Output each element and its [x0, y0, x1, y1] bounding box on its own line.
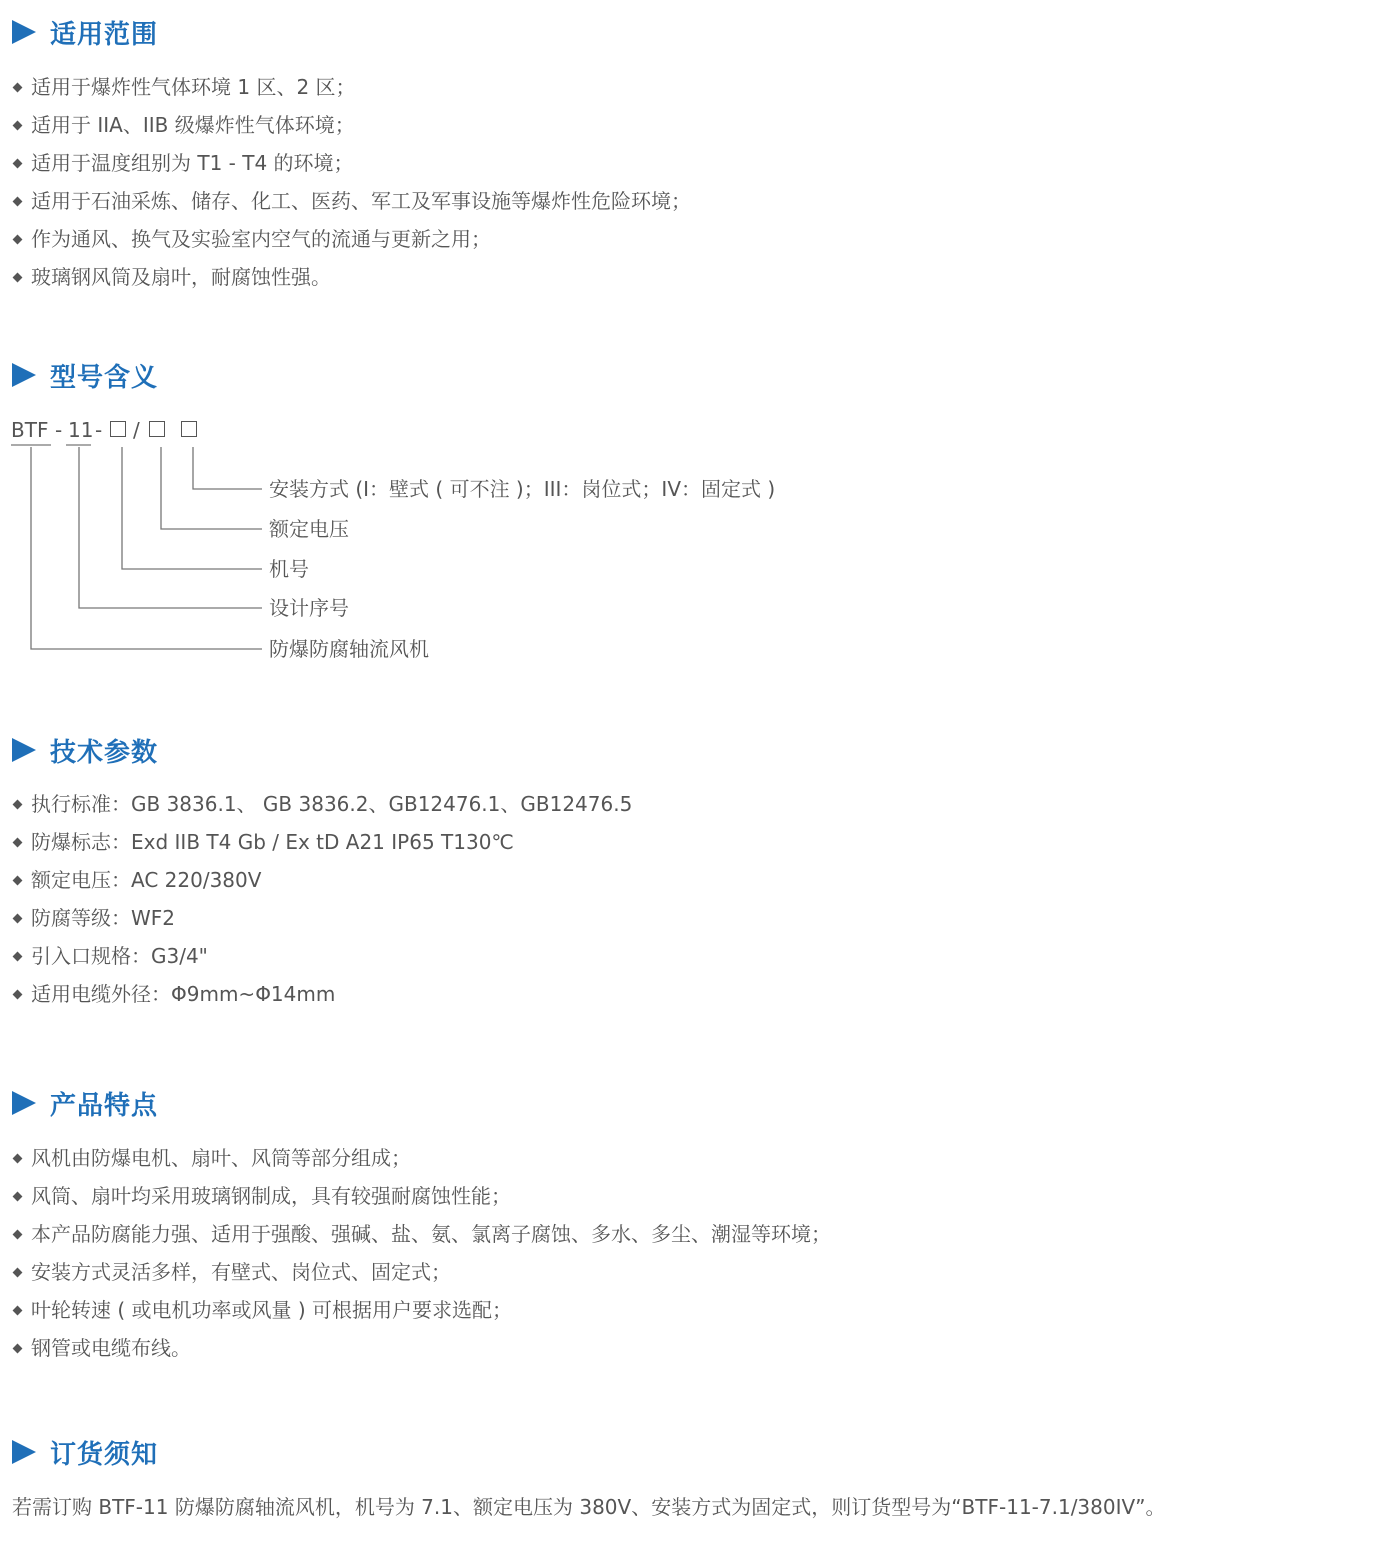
list-item	[12, 1177, 831, 1215]
list-item	[12, 975, 632, 1013]
list-item	[12, 937, 632, 975]
diamond-bullet-icon	[13, 989, 23, 999]
list-item-text: 引入口规格：G3/4"	[31, 944, 208, 968]
list-item-text: 额定电压：AC 220/380V	[31, 868, 262, 892]
diamond-bullet-icon	[13, 913, 23, 923]
list-item-text: 适用于石油采炼、储存、化工、医药、军工及军事设施等爆炸性危险环境；	[31, 189, 691, 213]
list-item-text: 作为通风、换气及实验室内空气的流通与更新之用；	[31, 227, 491, 251]
list-item-text: 适用于爆炸性气体环境 1 区、2 区；	[31, 75, 356, 99]
list-item	[12, 220, 691, 258]
list-item	[12, 785, 632, 823]
diamond-bullet-icon	[13, 799, 23, 809]
triangle-right-icon	[12, 738, 36, 762]
list-item	[12, 899, 632, 937]
list-item-text: 风机由防爆电机、扇叶、风筒等部分组成；	[31, 1146, 411, 1170]
specs-list	[12, 785, 632, 1013]
triangle-right-icon	[12, 363, 36, 387]
section-title: 订货须知	[50, 1439, 159, 1470]
diagram-label-voltage: 额定电压	[269, 517, 349, 541]
list-item-text: 防腐等级：WF2	[31, 906, 176, 930]
triangle-right-icon	[12, 1440, 36, 1464]
section-heading-scope	[12, 12, 158, 52]
model-diagram-lines	[0, 440, 270, 660]
section-title: 技术参数	[50, 737, 159, 768]
diamond-bullet-icon	[13, 234, 23, 244]
list-item	[12, 1253, 831, 1291]
section-title: 产品特点	[50, 1090, 159, 1121]
list-item	[12, 1329, 831, 1367]
diamond-bullet-icon	[13, 120, 23, 130]
list-item-text: 适用于 IIA、IIB 级爆炸性气体环境；	[31, 113, 355, 137]
section-title: 型号含义	[50, 362, 159, 393]
placeholder-box	[181, 421, 197, 437]
list-item	[12, 1215, 831, 1253]
section-heading-model	[12, 355, 158, 395]
list-item	[12, 823, 632, 861]
model-dash: -	[55, 418, 63, 442]
section-heading-features	[12, 1083, 158, 1123]
diagram-label-design-serial: 设计序号	[269, 596, 349, 620]
section-title: 适用范围	[50, 19, 159, 50]
features-list	[12, 1139, 831, 1367]
model-dash: -	[95, 418, 103, 442]
diamond-bullet-icon	[13, 875, 23, 885]
diamond-bullet-icon	[13, 1153, 23, 1163]
section-heading-specs	[12, 730, 158, 770]
diagram-label-product: 防爆防腐轴流风机	[269, 637, 429, 661]
diamond-bullet-icon	[13, 1229, 23, 1239]
model-number: 11	[68, 418, 94, 442]
list-item	[12, 1139, 831, 1177]
list-item	[12, 258, 691, 296]
diamond-bullet-icon	[13, 1267, 23, 1277]
diamond-bullet-icon	[13, 1191, 23, 1201]
list-item	[12, 106, 691, 144]
diagram-label-machine-no: 机号	[269, 557, 309, 581]
model-prefix: BTF	[11, 418, 49, 442]
diamond-bullet-icon	[13, 196, 23, 206]
list-item	[12, 1291, 831, 1329]
list-item-text: 钢管或电缆布线。	[31, 1336, 191, 1360]
list-item-text: 适用于温度组别为 T1 - T4 的环境；	[31, 151, 354, 175]
diagram-label-install: 安装方式 (I：壁式 ( 可不注 )；III：岗位式；IV：固定式 )	[269, 477, 776, 501]
list-item-text: 安装方式灵活多样，有壁式、岗位式、固定式；	[31, 1260, 451, 1284]
placeholder-box	[110, 421, 126, 437]
section-heading-order	[12, 1432, 158, 1472]
order-instructions: 若需订购 BTF-11 防爆防腐轴流风机，机号为 7.1、额定电压为 380V、安装方式为固定式，则订货型号为“BTF-11-7.1/380IV”。	[12, 1495, 1166, 1519]
list-item-text: 风筒、扇叶均采用玻璃钢制成，具有较强耐腐蚀性能；	[31, 1184, 511, 1208]
diamond-bullet-icon	[13, 272, 23, 282]
list-item	[12, 182, 691, 220]
list-item-text: 玻璃钢风筒及扇叶，耐腐蚀性强。	[31, 265, 331, 289]
list-item-text: 本产品防腐能力强、适用于强酸、强碱、盐、氨、氯离子腐蚀、多水、多尘、潮湿等环境；	[31, 1222, 831, 1246]
diamond-bullet-icon	[13, 951, 23, 961]
model-slash: /	[133, 418, 140, 442]
list-item-text: 适用电缆外径：Φ9mm~Φ14mm	[31, 982, 336, 1006]
list-item-text: 防爆标志：Exd IIB T4 Gb / Ex tD A21 IP65 T130℃	[31, 830, 514, 854]
list-item	[12, 68, 691, 106]
diamond-bullet-icon	[13, 158, 23, 168]
diamond-bullet-icon	[13, 837, 23, 847]
diamond-bullet-icon	[13, 1343, 23, 1353]
scope-list	[12, 68, 691, 296]
list-item-text: 叶轮转速 ( 或电机功率或风量 ) 可根据用户要求选配；	[31, 1298, 513, 1322]
list-item	[12, 144, 691, 182]
list-item	[12, 861, 632, 899]
list-item-text: 执行标准：GB 3836.1、 GB 3836.2、GB12476.1、GB12476.5	[31, 792, 633, 816]
triangle-right-icon	[12, 1091, 36, 1115]
diamond-bullet-icon	[13, 1305, 23, 1315]
triangle-right-icon	[12, 20, 36, 44]
diamond-bullet-icon	[13, 82, 23, 92]
placeholder-box	[149, 421, 165, 437]
